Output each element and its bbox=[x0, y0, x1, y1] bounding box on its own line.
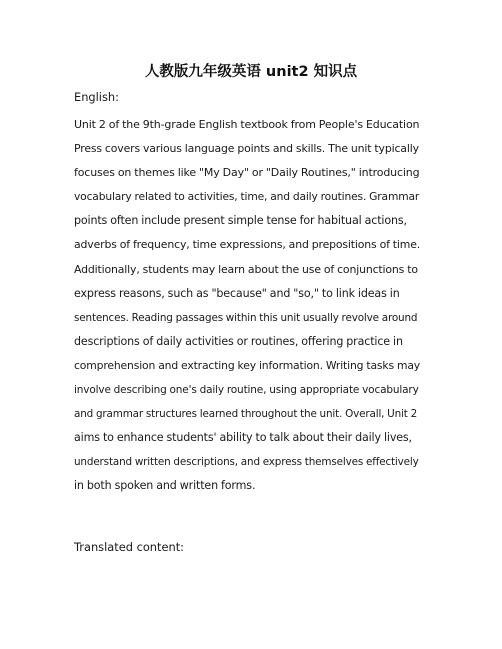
document-title: 人教版九年级英语 unit2 知识点 bbox=[144, 64, 358, 80]
body-line: understand written descriptions, and express themselves effectively bbox=[74, 456, 419, 469]
body-line: focuses on themes like "My Day" or "Daily Routines," introducing bbox=[74, 166, 420, 180]
body-line: and grammar structures learned throughout the unit. Overall, Unit 2 bbox=[74, 408, 418, 421]
body-line: aims to enhance students' ability to talk about their daily lives, bbox=[74, 431, 412, 445]
body-line: Additionally, students may learn about the use of conjunctions to bbox=[74, 262, 418, 276]
body-line: adverbs of frequency, time expressions, and prepositions of time. bbox=[74, 238, 421, 252]
body-line: sentences. Reading passages within this unit usually revolve around bbox=[74, 311, 418, 324]
body-line: express reasons, such as "because" and "so," to link ideas in bbox=[74, 286, 400, 300]
body-line: Press covers various language points and skills. The unit typically bbox=[74, 142, 419, 156]
body-line: points often include present simple tense for habitual actions, bbox=[74, 214, 407, 228]
body-line: involve describing one's daily routine, using appropriate vocabulary bbox=[74, 384, 419, 397]
body-line: vocabulary related to activities, time, and daily routines. Grammar bbox=[74, 190, 420, 204]
english-section-label: English: bbox=[74, 90, 119, 104]
body-line: descriptions of daily activities or routines, offering practice in bbox=[74, 334, 403, 348]
english-body-paragraph bbox=[74, 113, 421, 499]
translated-section-label: Translated content: bbox=[74, 540, 185, 554]
body-line: comprehension and extracting key information. Writing tasks may bbox=[74, 358, 421, 372]
body-line: Unit 2 of the 9th-grade English textbook from People's Education bbox=[74, 118, 420, 131]
body-line: in both spoken and written forms. bbox=[74, 479, 256, 493]
